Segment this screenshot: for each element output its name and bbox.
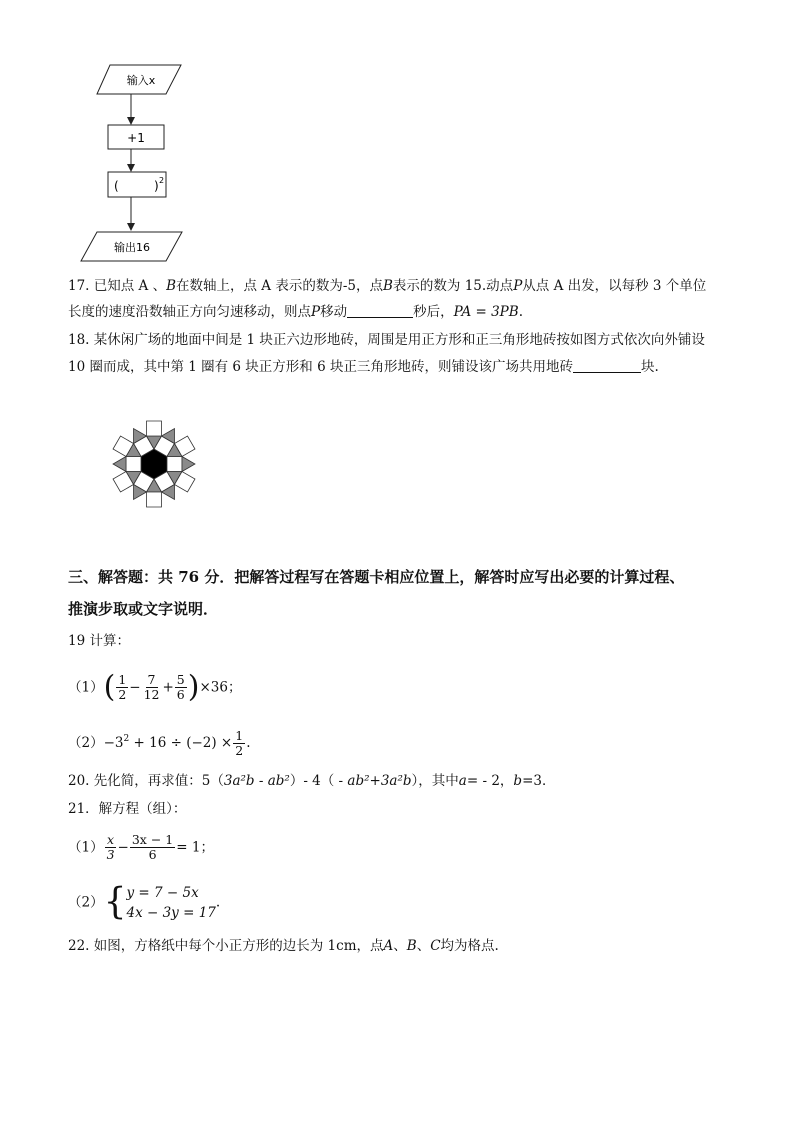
- q17-line1: 17. 已知点 A 、B在数轴上，点 A 表示的数为-5，点B表示的数为 15.动点P从点 A 出发，以每秒 3 个单位: [68, 278, 707, 294]
- q21-part1: （1） $\frac{x}{3}$ − $\frac{3x - 1}{6}$ = 1；: [68, 832, 214, 862]
- q18-line1: 18. 某休闲广场的地面中间是 1 块正六边形地砖，周围是用正方形和正三角形地砖按如图方式依次向外铺设: [68, 332, 705, 348]
- answer-blank[interactable]: [573, 358, 641, 373]
- answer-blank[interactable]: [347, 303, 413, 318]
- fraction: $\frac{5}{6}$: [176, 672, 185, 702]
- square-tile: [126, 457, 141, 472]
- q19-title: 19 计算：: [68, 633, 130, 649]
- q21-part2: （2）{ y = 7 − 5x 4x − 3y = 17 .: [68, 881, 221, 923]
- q21-title: 21．解方程（组）：: [68, 801, 187, 817]
- section3-heading-line2: 推演步取或文字说明．: [68, 600, 219, 618]
- q19-part2: $(2)-3^2 + 16 \div (-2)$ × $\frac{1}{2}$ .: [68, 727, 251, 758]
- q18-line2: 10 圈而成，其中第 1 圈有 6 块正方形和 6 块正三角形地砖，则铺设该广场共用地砖 块.: [68, 359, 659, 375]
- square-tile: [147, 492, 162, 507]
- hexagon-tiling-figure: [86, 396, 222, 532]
- q17-line2: 长度的速度沿数轴正方向匀速移动，则点P移动 秒后，PA = 3PB.: [68, 304, 523, 320]
- q22: 22. 如图，方格纸中每个小正方形的边长为 1cm，点A、B、C均为格点.: [68, 938, 499, 954]
- fraction: $\frac{3x - 1}{6}$: [131, 832, 174, 862]
- flowchart: [70, 55, 210, 270]
- flowchart-step2-close: ): [154, 179, 159, 193]
- left-brace: {: [103, 881, 127, 923]
- section3-heading-line1: 三、解答题：共 76 分．把解答过程写在答题卡相应位置上，解答时应写出必要的计算过程、: [68, 568, 685, 586]
- flowchart-step2-open: (: [114, 179, 119, 193]
- fraction: $\frac{1}{2}$: [235, 727, 244, 758]
- arrow-down-icon: [127, 117, 135, 125]
- fraction: $\frac{1}{2}$: [118, 672, 127, 702]
- flowchart-step1-text: +1: [127, 131, 145, 145]
- flowchart-input-text: 输入x: [126, 74, 156, 87]
- fraction: $\frac{x}{3}$: [106, 832, 115, 862]
- triangle-tile: [113, 457, 126, 472]
- fraction: $\frac{7}{12}$: [143, 672, 160, 702]
- arrow-down-icon: [127, 223, 135, 231]
- triangle-tile: [182, 457, 195, 472]
- square-tile: [167, 457, 182, 472]
- equation-1: y = 7 − 5x: [126, 884, 199, 901]
- flowchart-step2-exp: 2: [159, 176, 165, 185]
- equation-2: 4x − 3y = 17: [126, 904, 216, 921]
- q20: 20. 先化简，再求值：5（3a²b - ab²）- 4（ - ab²+3a²b），其中a= - 2，b=3．: [68, 773, 556, 789]
- arrow-down-icon: [127, 164, 135, 172]
- q19-part1: （1）( $\frac{1}{2}$ − $\frac{7}{12}$ + $\frac{5}{6}$ )×36；: [68, 669, 242, 705]
- square-tile: [147, 421, 162, 436]
- flowchart-output-text: 输出16: [114, 241, 150, 254]
